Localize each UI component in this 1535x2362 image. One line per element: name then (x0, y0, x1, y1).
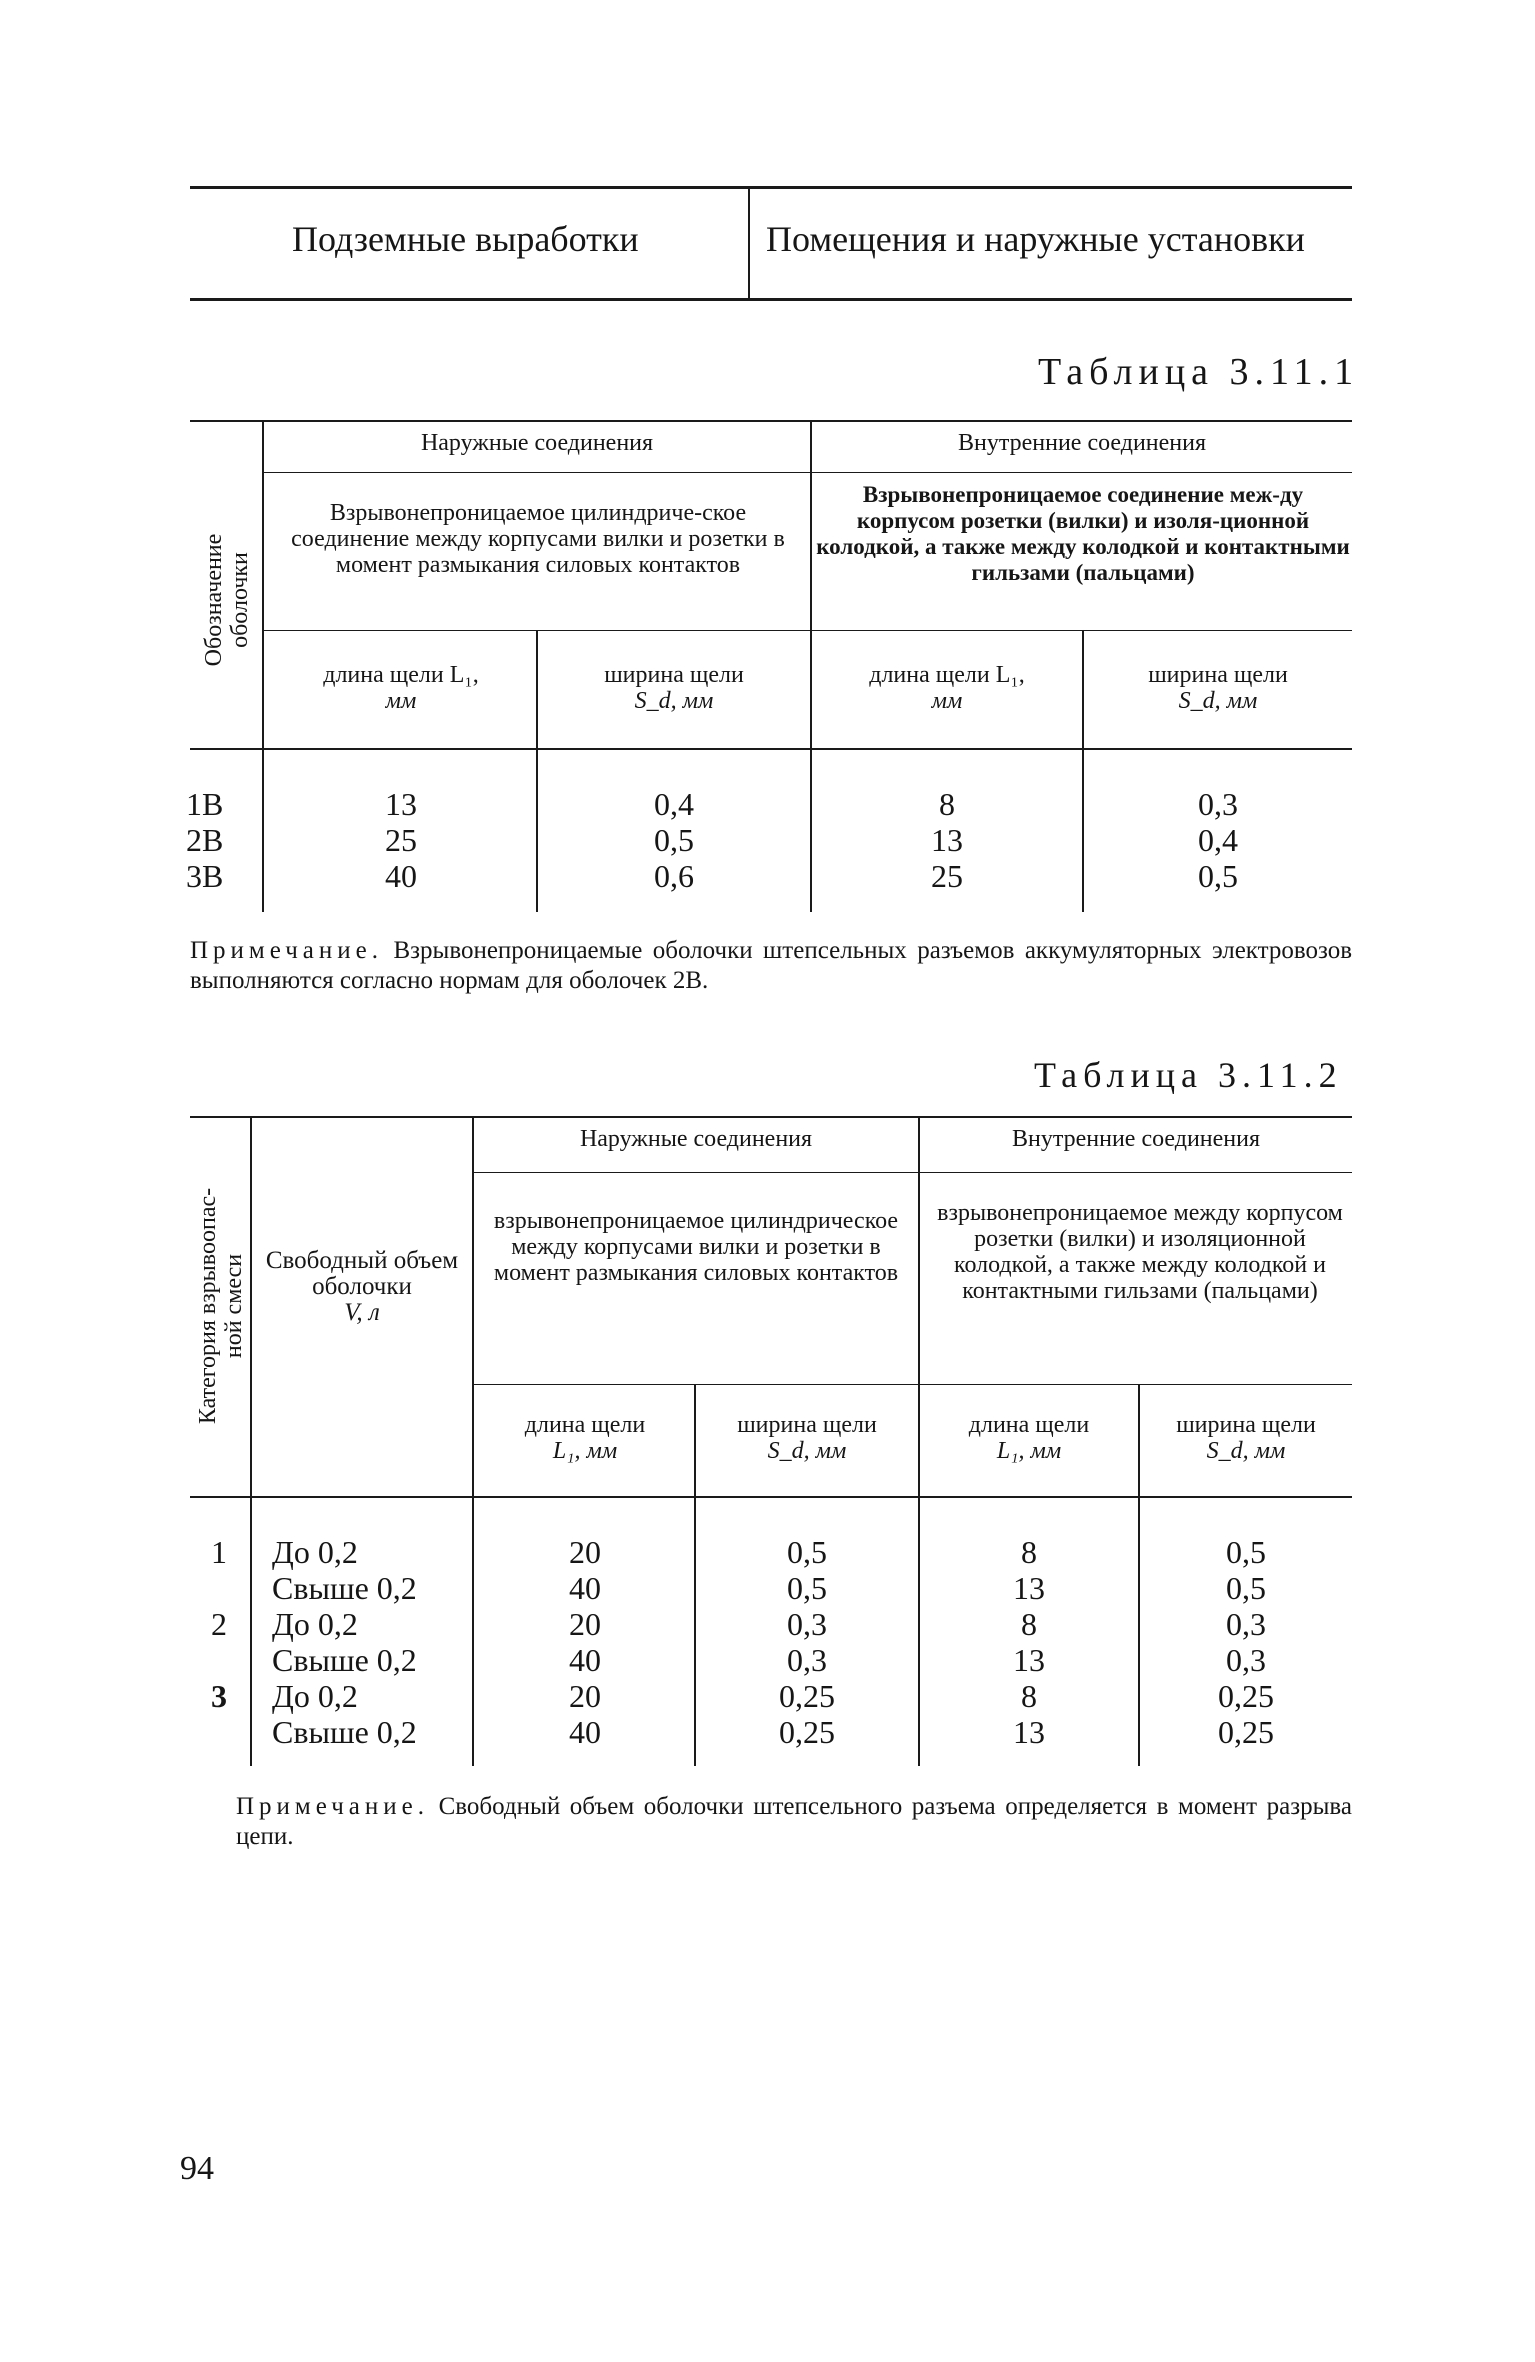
table2-col-outer-width-unit: S_d, мм (767, 1438, 847, 1464)
table1-row-header (201, 450, 257, 750)
table1-col-inner-width (1086, 662, 1350, 714)
table2-col-inner-width (1142, 1412, 1350, 1464)
table2-col-outer-length-unit: L₁, мм (552, 1438, 618, 1464)
table-cell: Свыше 0,2 (272, 1570, 417, 1606)
table1-note-lead: Примечание. (190, 937, 384, 964)
table-cell: 0,3 (787, 1606, 827, 1642)
table-cell (190, 1642, 248, 1678)
table-cell: До 0,2 (272, 1606, 358, 1642)
table-cell: 0,3 (1226, 1642, 1266, 1678)
table1-desc-rule (264, 630, 1352, 631)
header-bottom-rule (190, 298, 1352, 301)
table1-vline-2 (536, 630, 538, 912)
header-right-label: Помещения и наружные установки (766, 219, 1305, 259)
table2-row-header-line1: Категория взрывоопас- (195, 1187, 221, 1425)
table1-vline-3 (810, 420, 812, 912)
header-divider (748, 186, 750, 298)
table1-top-rule (190, 420, 1352, 422)
table2-top-rule (190, 1116, 1352, 1118)
table1-col-outer-length-label: длина щели L₁, (323, 662, 479, 688)
table1-outer-desc: Взрывонепроницаемое цилиндриче-ское соединение между корпусами вилки и розетки в момент размыкания силовых контактов (291, 500, 785, 578)
table2-col-inner-length-label: длина щели (968, 1412, 1090, 1438)
table2-col-inner-width-unit: S_d, мм (1206, 1438, 1286, 1464)
table2-col-outer-length-label: длина щели (524, 1412, 646, 1438)
table1-title: Таблица 3.11.1 (1038, 351, 1360, 393)
table-cell: 8 (1021, 1678, 1037, 1714)
table2-col-outer-s-values (698, 1534, 916, 1750)
table2-col-volume-unit: V, л (344, 1299, 380, 1326)
table-cell: 8 (939, 786, 955, 822)
table-cell: 40 (569, 1642, 601, 1678)
table1-col-inner-length (814, 662, 1080, 714)
table2-note-lead: Примечание. (236, 1793, 430, 1820)
table2-col-cat (190, 1534, 248, 1750)
table1-group-outer: Наружные соединения (420, 430, 654, 456)
table-cell: 40 (385, 858, 417, 894)
table-cell: 0,25 (1218, 1678, 1274, 1714)
table2-vline-5 (1138, 1384, 1140, 1766)
table-cell: 40 (569, 1714, 601, 1750)
table-cell: 2 (211, 1606, 227, 1642)
table-cell: До 0,2 (272, 1534, 358, 1570)
table2-note-text: Свободный объем оболочки штепсельного разъема определяется в момент разрыва цепи. (236, 1793, 1353, 1850)
table2-row-header (195, 1146, 251, 1466)
table-cell: 40 (569, 1570, 601, 1606)
table-cell: 0,3 (1226, 1606, 1266, 1642)
table1-note (190, 936, 1352, 996)
table1-col-inner-s-values (1086, 786, 1350, 894)
table2-inner-desc: взрывонепроницаемое между корпусом розетки (вилки) и изоляционной колодкой, а также между колодкой и контактными гильзами (пальцами) (937, 1200, 1343, 1304)
table2-col-vol (272, 1534, 470, 1750)
table-cell: 0,4 (1198, 822, 1238, 858)
table1-col-label (186, 786, 256, 894)
table-cell: 0,4 (654, 786, 694, 822)
table-cell: 8 (1021, 1606, 1037, 1642)
table2-col-inner-length (922, 1412, 1136, 1464)
table1-group-rule (264, 472, 1352, 473)
table1-col-outer-s-values (540, 786, 808, 894)
header-left-label: Подземные выработки (292, 219, 639, 259)
table-cell: 0,25 (779, 1678, 835, 1714)
table1-col-outer-length (268, 662, 534, 714)
table2-col-volume-label: Свободный объем оболочки (265, 1247, 459, 1300)
table-cell: 3 (211, 1678, 227, 1714)
table2-vline-4 (918, 1116, 920, 1766)
table-cell: 0,5 (1226, 1534, 1266, 1570)
table-cell: Свыше 0,2 (272, 1714, 417, 1750)
table1-header-bottom-rule (190, 748, 1352, 750)
table-cell: До 0,2 (272, 1678, 358, 1714)
table1-col-inner-width-unit: S_d, мм (1178, 688, 1258, 714)
table2-group-inner: Внутренние соединения (1011, 1126, 1261, 1152)
table-cell: 13 (1013, 1642, 1045, 1678)
table-cell (190, 1570, 248, 1606)
table1-col-outer-length-unit: мм (385, 688, 417, 714)
table1-col-inner-l-values (814, 786, 1080, 894)
table-cell: 20 (569, 1606, 601, 1642)
table-cell: 20 (569, 1534, 601, 1570)
table2-col-outer-length (478, 1412, 692, 1464)
table-cell: 0,5 (787, 1534, 827, 1570)
table2-col-inner-l-values (922, 1534, 1136, 1750)
table2-group-outer: Наружные соединения (579, 1126, 813, 1152)
table-cell: 0,25 (779, 1714, 835, 1750)
table-cell: 13 (1013, 1714, 1045, 1750)
table-cell: 0,5 (654, 822, 694, 858)
table-cell: 0,3 (787, 1642, 827, 1678)
table-cell: 20 (569, 1678, 601, 1714)
header-top-rule (190, 186, 1352, 189)
table1-col-outer-l-values (268, 786, 534, 894)
table-cell: 3В (186, 858, 224, 894)
table1-vline-1 (262, 420, 264, 912)
table-cell: 0,3 (1198, 786, 1238, 822)
table1-col-inner-length-unit: мм (931, 688, 963, 714)
table2-vline-2 (472, 1116, 474, 1766)
table-cell: 0,6 (654, 858, 694, 894)
table1-col-outer-width-label: ширина щели (604, 662, 744, 688)
table2-group-rule (474, 1172, 1352, 1173)
table2-outer-desc: взрывонепроницаемое цилиндрическое между корпусами вилки и розетки в момент размыкания силовых контактов (493, 1208, 899, 1286)
table2-col-outer-l-values (478, 1534, 692, 1750)
table1-note-text: Взрывонепроницаемые оболочки штепсельных разъемов аккумуляторных электровозов выполняются согласно нормам для оболочек 2В. (190, 937, 1353, 994)
table-cell: 13 (1013, 1570, 1045, 1606)
table2-col-inner-width-label: ширина щели (1176, 1412, 1316, 1438)
table2-col-inner-length-unit: L₁, мм (996, 1438, 1062, 1464)
table2-col-volume (256, 1248, 468, 1326)
table1-group-inner: Внутренние соединения (957, 430, 1207, 456)
table-cell: 13 (385, 786, 417, 822)
table1-row-header-text: Обозначение оболочки (201, 533, 253, 667)
table-cell: 0,25 (1218, 1714, 1274, 1750)
table2-desc-rule (474, 1384, 1352, 1385)
table-cell: 0,5 (1198, 858, 1238, 894)
table2-header-bottom-rule (190, 1496, 1352, 1498)
table-cell: 25 (931, 858, 963, 894)
table2-col-outer-width-label: ширина щели (737, 1412, 877, 1438)
table-cell: 13 (931, 822, 963, 858)
table-cell: 1В (186, 786, 224, 822)
table2-note (236, 1792, 1352, 1852)
table-cell: Свыше 0,2 (272, 1642, 417, 1678)
table1-col-inner-width-label: ширина щели (1148, 662, 1288, 688)
table1-col-inner-length-label: длина щели L₁, (869, 662, 1025, 688)
table-cell: 8 (1021, 1534, 1037, 1570)
table-cell: 2В (186, 822, 224, 858)
table-cell: 0,5 (787, 1570, 827, 1606)
table-cell: 1 (211, 1534, 227, 1570)
table2-col-inner-s-values (1142, 1534, 1350, 1750)
table2-vline-3 (694, 1384, 696, 1766)
table1-col-outer-width (540, 662, 808, 714)
table2-row-header-line2: ной смеси (221, 1253, 247, 1359)
table1-inner-desc: Взрывонепроницаемое соединение меж-ду корпусом розетки (вилки) и изоля-ционной колодкой, а также между колодкой и контактными гильзами (пальцами) (816, 482, 1350, 585)
table1-vline-4 (1082, 630, 1084, 912)
table-cell: 0,5 (1226, 1570, 1266, 1606)
table2-col-outer-width (698, 1412, 916, 1464)
page-number: 94 (180, 2150, 214, 2187)
table-cell (190, 1714, 248, 1750)
table-cell: 25 (385, 822, 417, 858)
table2-title: Таблица 3.11.2 (1034, 1055, 1343, 1095)
table1-col-outer-width-unit: S_d, мм (634, 688, 714, 714)
